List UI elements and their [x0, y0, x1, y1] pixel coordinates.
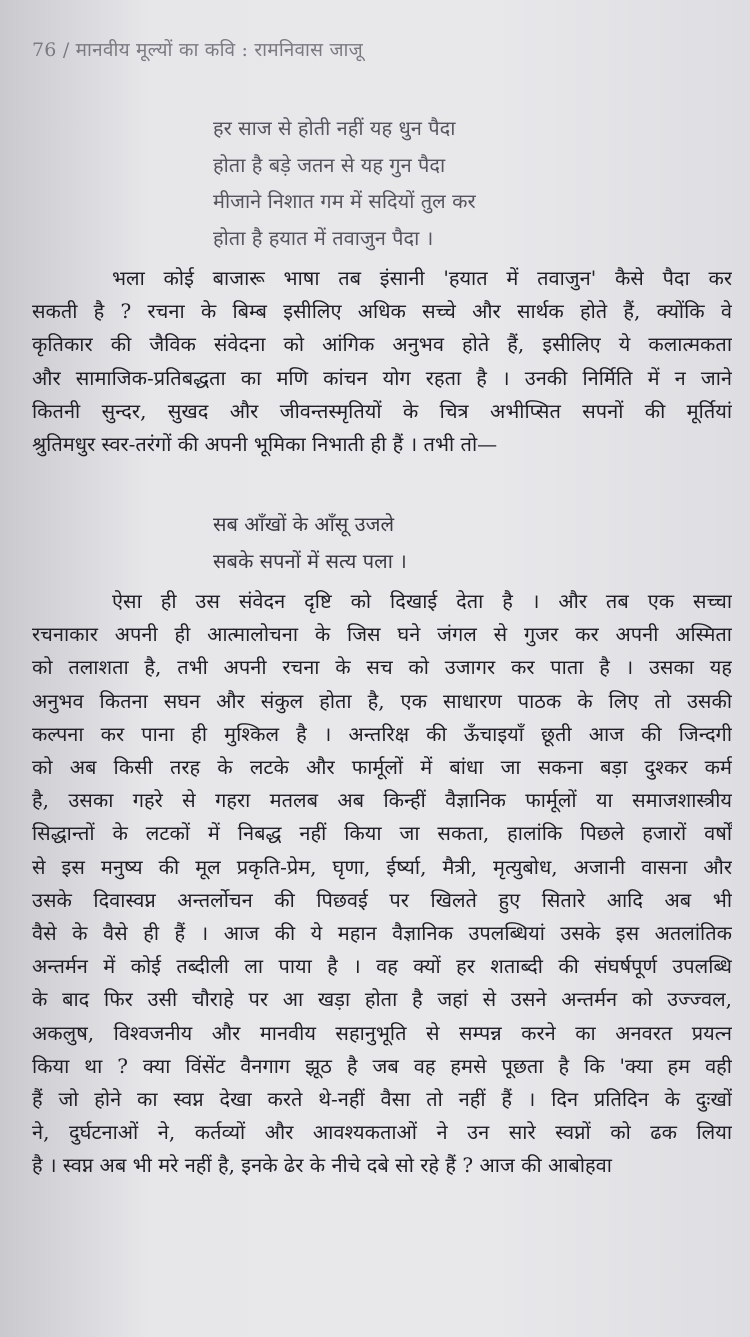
paragraph-line: सकती है ? रचना के बिम्ब इसीलिए अधिक सच्चे और सार्थक होते हैं, क्योंकि वे	[32, 299, 732, 324]
paragraph-line: हैं जो होने का स्वप्न देखा करते थे-नहीं वैसा तो नहीं हैं । दिन प्रतिदिन के दुःखों	[32, 1087, 732, 1112]
paragraph-line: कल्पना कर पाना ही मुश्किल है । अन्तरिक्ष की ऊँचाइयाँ छूती आज की जिन्दगी	[32, 721, 732, 746]
paragraph-line: वैसे के वैसे ही हैं । आज की ये महान वैज्ञानिक उपलब्धियां उसके इस अतलांतिक	[32, 921, 732, 946]
paragraph-line: कृतिकार की जैविक संवेदना को आंगिक अनुभव होते हैं, इसीलिए ये कलात्मकता	[32, 332, 732, 357]
verse-line: होता है बड़े जतन से यह गुन पैदा	[213, 152, 446, 177]
verse-line: होता है हयात में तवाजुन पैदा ।	[213, 225, 434, 250]
verse-couplet-1	[0, 110, 750, 256]
paragraph-line: को तलाशता है, तभी अपनी रचना के सच को उजागर कर पाता है । उसका यह	[32, 655, 732, 680]
paragraph-line: है । स्वप्न अब भी मरे नहीं है, इनके ढेर के नीचे दबे सो रहे हैं ? आज की आबोहवा	[32, 1153, 612, 1178]
verse-line: मीजाने निशात गम में सदियों तुल कर	[213, 189, 476, 213]
paragraph-line: श्रुतिमधुर स्वर-तरंगों की अपनी भूमिका निभाती ही हैं । तभी तो—	[32, 432, 498, 457]
paragraph-line: है, उसका गहरे से गहरा मतलब अब किन्हीं वैज्ञानिक फार्मूलों या समाजशास्त्रीय	[32, 788, 732, 813]
paragraph-1	[32, 262, 732, 461]
paragraph-line: ऐसा ही उस संवेदन दृष्टि को दिखाई देता है । और तब एक सच्चा	[112, 589, 732, 613]
running-head: 76 / मानवीय मूल्यों का कवि : रामनिवास जाजू	[32, 39, 363, 61]
paragraph-2	[32, 585, 732, 1183]
paragraph-line: ने, दुर्घटनाओं ने, कर्तव्यों और आवश्यकताओं ने उन सारे स्वप्नों को ढक लिया	[32, 1120, 732, 1145]
paragraph-line: भला कोई बाजारू भाषा तब इंसानी 'हयात में तवाजुन' कैसे पैदा कर	[112, 266, 732, 290]
verse-line: सबके सपनों में सत्य पला ।	[213, 548, 407, 573]
paragraph-line: और सामाजिक-प्रतिबद्धता का मणि कांचन योग रहता है । उनकी निर्मिति में न जाने	[32, 365, 732, 390]
verse-line: सब आँखों के आँसू उजले	[213, 512, 395, 536]
paragraph-line: अकलुष, विश्वजनीय और मानवीय सहानुभूति से सम्पन्न करने का अनवरत प्रयत्न	[32, 1020, 732, 1045]
paragraph-line: अन्तर्मन में कोई तब्दीली ला पाया है । वह क्यों हर शताब्दी की संघर्षपूर्ण उपलब्धि	[32, 954, 732, 979]
paragraph-line: को अब किसी तरह के लटके और फार्मूलों में बांधा जा सकना बड़ा दुश्कर कर्म	[32, 755, 732, 780]
paragraph-line: कितनी सुन्दर, सुखद और जीवन्तस्मृतियों के चित्र अभीप्सित सपनों की मूर्तियां	[32, 398, 732, 423]
paragraph-line: सिद्धान्तों के लटकों में निबद्ध नहीं किया जा सकता, हालांकि पिछले हजारों वर्षों	[32, 821, 732, 846]
paragraph-line: किया था ? क्या विंसेंट वैनगाग झूठ है जब वह हमसे पूछता है कि 'क्या हम वही	[32, 1053, 732, 1078]
paragraph-line: रचनाकार अपनी ही आत्मालोचना के जिस घने जंगल से गुजर कर अपनी अस्मिता	[32, 622, 732, 647]
paragraph-line: अनुभव कितना सघन और संकुल होता है, एक साधारण पाठक के लिए तो उसकी	[32, 688, 732, 713]
paragraph-line: से इस मनुष्य की मूल प्रकृति-प्रेम, घृणा, ईर्ष्या, मैत्री, मृत्युबोध, अजानी वासना और	[32, 854, 732, 879]
paragraph-line: के बाद फिर उसी चौराहे पर आ खड़ा होता है जहां से उसने अन्तर्मन को उज्ज्वल,	[32, 987, 732, 1012]
paragraph-line: उसके दिवास्वप्न अन्तर्लोचन की पिछवई पर खिलते हुए सितारे आदि अब भी	[32, 887, 732, 912]
verse-line: हर साज से होती नहीं यह धुन पैदा	[213, 116, 456, 140]
verse-couplet-2	[0, 506, 750, 579]
